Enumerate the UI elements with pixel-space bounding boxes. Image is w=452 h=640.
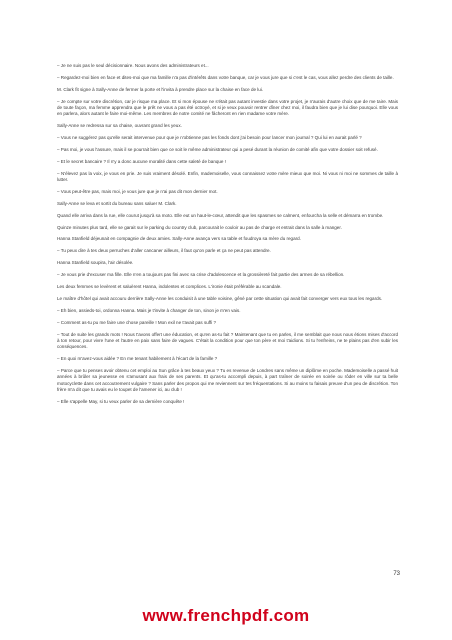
paragraph: – Je vous prie d'excuser ma fille. Elle n'en a toujours pas fini avec sa crise d'adolescence et la grossièreté fait partie des armes de sa rébellion. [57,272,345,278]
paragraph: – Tout de suite les grands mots ! Nous t'avons offert une éducation, et qu'en as-tu fait ? Maintenant que tu en parles, il me semblait que nous nous étions mises d'accord à ton retour, pour vivre l'une et l'autre en paix sans faire de vagues. C'était la condition pour que ton père et moi t'aidions. Si tu l'enfreins, ne te plains pas d'en subir les conséquences. [57,331,398,350]
paragraph: – Regardez-moi bien en face et dites-moi que ma famille n'a pas d'intérêts dans votre banque, car je vous jure que si c'est le cas, vous allez perdre des clients de taille. [57,74,394,80]
paragraph: Sally-Anne se redressa sur sa chaise, ouvrant grand les yeux. [57,123,182,129]
page-number: 73 [393,571,400,577]
paragraph: M. Clark fit signe à Sally-Anne de fermer la porte et l'invita à prendre place sur la chaise en face de lui. [57,86,264,92]
paragraph: – Tu peux dire à tes deux perruches d'aller cancaner ailleurs, il faut qu'on parle et ça ne peut pas attendre. [57,248,271,254]
paragraph: – Je ne suis pas le seul décisionnaire. Nous avons des administrateurs et... [57,63,209,68]
paragraph: Hanna Stanfield soupira, l'air désolée. [57,260,134,266]
paragraph: Les deux femmes se levèrent et saluèrent Hanna, indolentes et complices. L'ironie était préférable au scandale. [57,284,282,290]
paragraph: – Parce que tu penses avoir obtenu cet emploi au Sun grâce à tes beaux yeux ? Tu es revenue de Londres sans même un diplôme en poche. Mademoiselle a passé huit années à brûler sa jeunesse en s'amusant aux frais de ses parents. Et qu'as-tu accompli depuis, à part traîner de soirée en soirée ou rôder en ville sur ta belle motocyclette dans cet accoutrement vulgaire ? Sans parler des propos qui me reviennent sur tes fréquentations. Si au moins tu faisais preuve d'un peu de discrétion. Ton frère m'a dit que tu avais eu le toupet de l'amener ici, au club ! [57,367,398,392]
paragraph: Sally-Anne se leva et sortit du bureau sans saluer M. Clark. [57,200,177,206]
paragraph: – Pas moi, je vous l'assure, mais il se pourrait bien que ce soit le même administrateur qui a pesé durant la réunion de comité afin que votre dossier soit refusé. [57,146,378,152]
paragraph: – En quoi m'avez-vous aidée ? En me tenant habilement à l'écart de la famille ? [57,356,218,362]
paragraph: Quinze minutes plus tard, elle se garait sur le parking du country club, parcourait le couloir au pas de charge et entrait dans la salle à manger. [57,224,342,230]
paragraph: – Et le secret bancaire ? Il n'y a donc aucune moralité dans cette saleté de banque ! [57,158,226,164]
page-body [57,63,398,411]
paragraph: – Comment as-tu pu me faire une chose pareille ! Mon exil ne t'avait pas suffi ? [57,319,216,325]
paragraph: Le maître d'hôtel qui avait accouru derrière Sally-Anne les conduisit à une table voisine, gêné par cette situation qui avait fait converger vers eux tous les regards. [57,295,383,301]
watermark-link[interactable]: www.frenchpdf.com [142,606,310,625]
paragraph: Quand elle arriva dans la rue, elle courut jusqu'à sa moto. Elle eut un haut-le-cœur, attendit que les spasmes se calment, enfourcha la selle et démarra en trombe. [57,212,384,218]
paragraph: – Je compte sur votre discrétion, car je risque ma place. Et si mon épouse ne s'était pas autant investie dans votre projet, je n'aurais d'autre choix que de me taire. Mais de toute façon, ma femme apprendra que le prêt ne vous a pas été octroyé, et si je veux pouvoir rentrer dîner chez moi, il faudra bien que je lui dise pourquoi. Elle vous en parlera, alors autant le faire moi-même. Les membres de notre comité ne fâcheront en rien madame votre mère. [57,98,398,117]
paragraph: – Vous ne suggérez pas qu'elle serait intervenue pour que je n'obtienne pas les fonds dont j'ai besoin pour lancer mon journal ? Qui lui en aurait parlé ? [57,135,362,141]
paragraph: Hanna Stanfield déjeunait en compagnie de deux amies. Sally-Anne avança vers sa table et foudroya sa mère du regard. [57,236,301,242]
paragraph: – N'élevez pas la voix, je vous en prie. Je suis vraiment désolé. Enfin, mademoiselle, vous connaissez votre mère mieux que moi. Ni vous ni moi ne sommes de taille à lutter. [57,170,398,183]
paragraph: – Elle s'appelle May, si tu veux parler de sa dernière conquête ! [57,398,185,404]
paragraph: – Eh bien, assieds-toi, ordonna Hanna. Mais je t'invite à changer de ton, sinon je m'en vais. [57,307,241,313]
paragraph: – Vous peut-être pas, mais moi, je vous jure que je n'ai pas dit mon dernier mot. [57,188,218,194]
